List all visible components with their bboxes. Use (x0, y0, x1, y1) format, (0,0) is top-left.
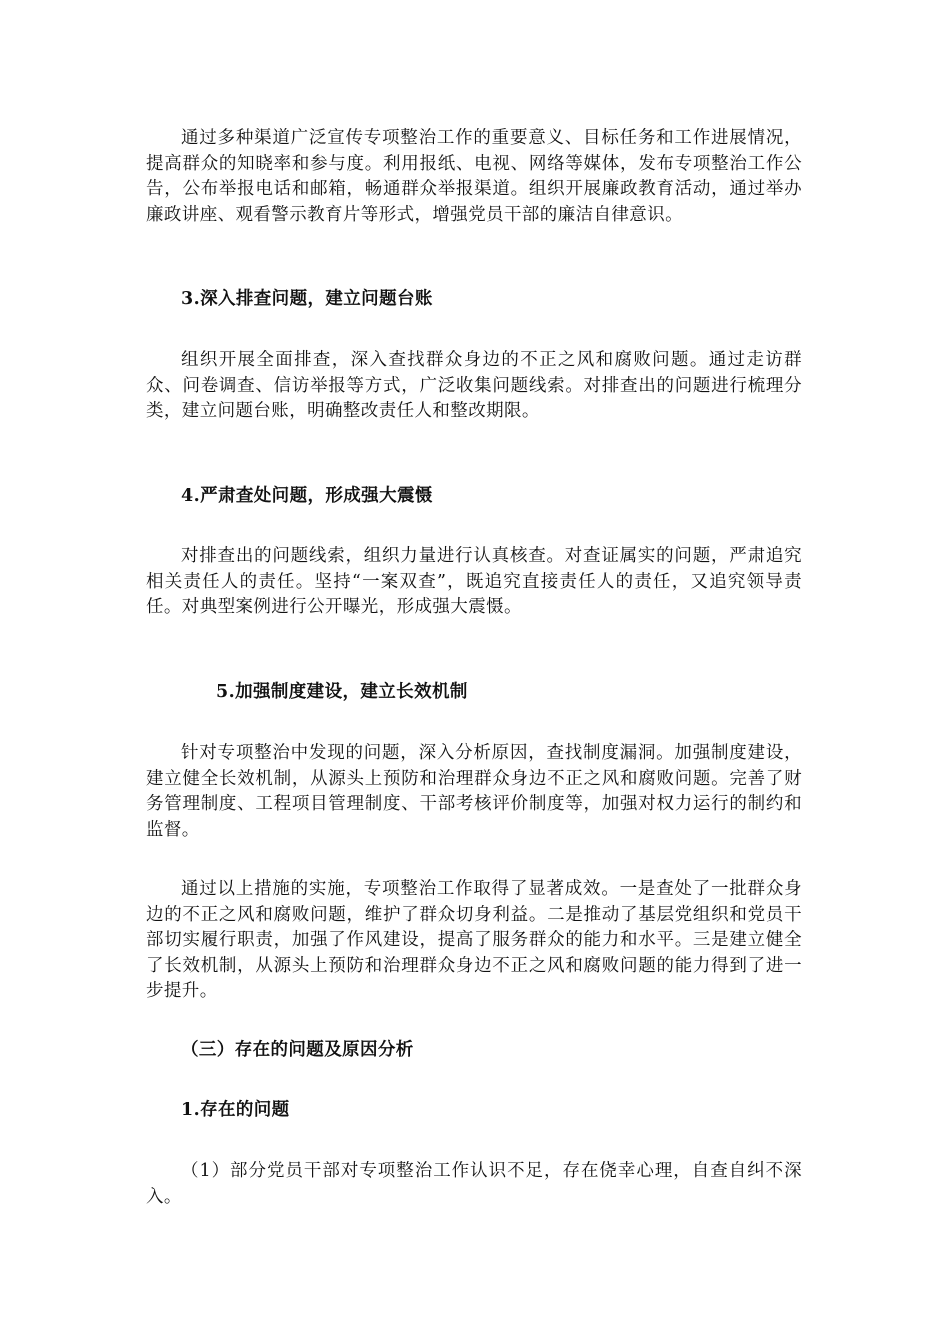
heading-existing-problems: 1.存在的问题 (181, 1100, 290, 1120)
heading-system-building: 5.加强制度建设，建立长效机制 (216, 682, 468, 702)
heading-punish-problems: 4.严肃查处问题，形成强大震慑 (181, 486, 433, 506)
paragraph-publicity: 通过多种渠道广泛宣传专项整治工作的重要意义、目标任务和工作进展情况，提高群众的知晓率和参与度。利用报纸、电视、网络等媒体，发布专项整治工作公告，公布举报电话和邮箱，畅通群众举报渠道。组织开展廉政教育活动，通过举办廉政讲座、观看警示教育片等形式，增强党员干部的廉洁自律意识。 (146, 128, 802, 225)
heading-investigate-problems: 3.深入排查问题，建立问题台账 (181, 289, 433, 309)
paragraph-verification: 对排查出的问题线索，组织力量进行认真核查。对查证属实的问题，严肃追究相关责任人的责任。坚持“一案双查”，既追究直接责任人的责任，又追究领导责任。对典型案例进行公开曝光，形成强大震慑。 (146, 546, 802, 617)
paragraph-system-building: 针对专项整治中发现的问题，深入分析原因，查找制度漏洞。加强制度建设，建立健全长效机制，从源头上预防和治理群众身边不正之风和腐败问题。完善了财务管理制度、工程项目管理制度、干部考核评价制度等，加强对权力运行的制约和监督。 (146, 743, 802, 840)
paragraph-results: 通过以上措施的实施，专项整治工作取得了显著成效。一是查处了一批群众身边的不正之风和腐败问题，维护了群众切身利益。二是推动了基层党组织和党员干部切实履行职责，加强了作风建设，提高了服务群众的能力和水平。三是建立健全了长效机制，从源头上预防和治理群众身边不正之风和腐败问题的能力得到了进一步提升。 (146, 879, 802, 1001)
paragraph-problem-1: （1）部分党员干部对专项整治工作认识不足，存在侥幸心理，自查自纠不深入。 (146, 1161, 802, 1207)
heading-problems-analysis: （三）存在的问题及原因分析 (181, 1040, 414, 1060)
paragraph-investigation: 组织开展全面排查，深入查找群众身边的不正之风和腐败问题。通过走访群众、问卷调查、信访举报等方式，广泛收集问题线索。对排查出的问题进行梳理分类，建立问题台账，明确整改责任人和整改期限。 (146, 350, 802, 421)
